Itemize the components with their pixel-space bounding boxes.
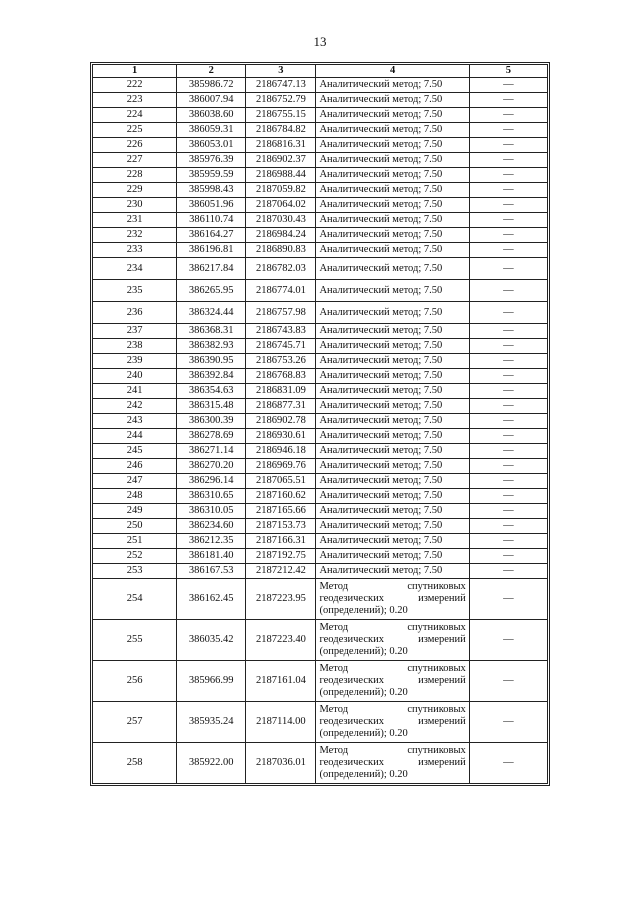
- note-cell: —: [469, 324, 547, 339]
- point-number-cell: 228: [93, 168, 177, 183]
- table-row: [93, 153, 548, 168]
- method-line: (определений); 0.20: [319, 728, 408, 739]
- x-coordinate-cell: 386390.95: [177, 354, 246, 369]
- table-row: [93, 228, 548, 243]
- x-coordinate-cell: 386315.48: [177, 399, 246, 414]
- y-coordinate-cell: 2187223.40: [246, 620, 316, 661]
- table-row: [93, 258, 548, 280]
- method-cell: Аналитический метод; 7.50: [316, 258, 469, 280]
- method-cell: Аналитический метод; 7.50: [316, 489, 469, 504]
- x-coordinate-cell: 386310.05: [177, 504, 246, 519]
- method-cell: Аналитический метод; 7.50: [316, 280, 469, 302]
- y-coordinate-cell: 2186743.83: [246, 324, 316, 339]
- point-number-cell: 235: [93, 280, 177, 302]
- note-cell: —: [469, 534, 547, 549]
- y-coordinate-cell: 2186747.13: [246, 78, 316, 93]
- x-coordinate-cell: 385935.24: [177, 702, 246, 743]
- y-coordinate-cell: 2187030.43: [246, 213, 316, 228]
- note-cell: —: [469, 399, 547, 414]
- y-coordinate-cell: 2186877.31: [246, 399, 316, 414]
- point-number-cell: 222: [93, 78, 177, 93]
- x-coordinate-cell: 386271.14: [177, 444, 246, 459]
- header-col-4: 4: [316, 65, 469, 78]
- table-row: [93, 213, 548, 228]
- x-coordinate-cell: 386164.27: [177, 228, 246, 243]
- method-cell: Аналитический метод; 7.50: [316, 78, 469, 93]
- method-cell: [316, 743, 469, 784]
- x-coordinate-cell: 386217.84: [177, 258, 246, 280]
- note-cell: —: [469, 354, 547, 369]
- coordinates-table: [92, 64, 548, 784]
- point-number-cell: 245: [93, 444, 177, 459]
- x-coordinate-cell: 386368.31: [177, 324, 246, 339]
- point-number-cell: 234: [93, 258, 177, 280]
- point-number-cell: 223: [93, 93, 177, 108]
- method-line: Метод спутниковых: [319, 581, 466, 592]
- note-cell: —: [469, 302, 547, 324]
- note-cell: —: [469, 168, 547, 183]
- method-cell: Аналитический метод; 7.50: [316, 384, 469, 399]
- note-cell: —: [469, 564, 547, 579]
- x-coordinate-cell: 386270.20: [177, 459, 246, 474]
- note-cell: —: [469, 369, 547, 384]
- x-coordinate-cell: 386265.95: [177, 280, 246, 302]
- table-row: [93, 243, 548, 258]
- note-cell: —: [469, 108, 547, 123]
- method-cell: [316, 620, 469, 661]
- method-cell: Аналитический метод; 7.50: [316, 414, 469, 429]
- table-row: [93, 339, 548, 354]
- y-coordinate-cell: 2186984.24: [246, 228, 316, 243]
- method-line: геодезических измерений: [319, 634, 466, 645]
- table-row: [93, 474, 548, 489]
- table-row: [93, 108, 548, 123]
- y-coordinate-cell: 2187161.04: [246, 661, 316, 702]
- table-row: [93, 369, 548, 384]
- y-coordinate-cell: 2187036.01: [246, 743, 316, 784]
- table-row: [93, 519, 548, 534]
- point-number-cell: 249: [93, 504, 177, 519]
- point-number-cell: 239: [93, 354, 177, 369]
- table-row: [93, 444, 548, 459]
- table-row: [93, 123, 548, 138]
- method-cell: Аналитический метод; 7.50: [316, 138, 469, 153]
- point-number-cell: 256: [93, 661, 177, 702]
- x-coordinate-cell: 386382.93: [177, 339, 246, 354]
- note-cell: —: [469, 620, 547, 661]
- y-coordinate-cell: 2187212.42: [246, 564, 316, 579]
- y-coordinate-cell: 2186784.82: [246, 123, 316, 138]
- point-number-cell: 251: [93, 534, 177, 549]
- table-row: [93, 399, 548, 414]
- point-number-cell: 226: [93, 138, 177, 153]
- y-coordinate-cell: 2186969.76: [246, 459, 316, 474]
- method-cell: Аналитический метод; 7.50: [316, 474, 469, 489]
- table-header-row: [93, 65, 548, 78]
- method-line: Метод спутниковых: [319, 622, 466, 633]
- method-line: Метод спутниковых: [319, 704, 466, 715]
- note-cell: —: [469, 489, 547, 504]
- point-number-cell: 242: [93, 399, 177, 414]
- header-col-3: 3: [246, 65, 316, 78]
- y-coordinate-cell: 2187160.62: [246, 489, 316, 504]
- y-coordinate-cell: 2187223.95: [246, 579, 316, 620]
- method-cell: Аналитический метод; 7.50: [316, 354, 469, 369]
- table-row: [93, 489, 548, 504]
- x-coordinate-cell: 386162.45: [177, 579, 246, 620]
- x-coordinate-cell: 386392.84: [177, 369, 246, 384]
- table-row: [93, 280, 548, 302]
- note-cell: —: [469, 78, 547, 93]
- x-coordinate-cell: 386038.60: [177, 108, 246, 123]
- note-cell: —: [469, 228, 547, 243]
- x-coordinate-cell: 386354.63: [177, 384, 246, 399]
- x-coordinate-cell: 386051.96: [177, 198, 246, 213]
- y-coordinate-cell: 2187153.73: [246, 519, 316, 534]
- x-coordinate-cell: 386278.69: [177, 429, 246, 444]
- method-cell: Аналитический метод; 7.50: [316, 168, 469, 183]
- method-cell: Аналитический метод; 7.50: [316, 534, 469, 549]
- point-number-cell: 233: [93, 243, 177, 258]
- header-col-1: 1: [93, 65, 177, 78]
- table-row: [93, 78, 548, 93]
- method-cell: Аналитический метод; 7.50: [316, 123, 469, 138]
- x-coordinate-cell: 386234.60: [177, 519, 246, 534]
- method-cell: Аналитический метод; 7.50: [316, 429, 469, 444]
- point-number-cell: 257: [93, 702, 177, 743]
- note-cell: —: [469, 444, 547, 459]
- y-coordinate-cell: 2187064.02: [246, 198, 316, 213]
- note-cell: —: [469, 258, 547, 280]
- x-coordinate-cell: 385976.39: [177, 153, 246, 168]
- point-number-cell: 255: [93, 620, 177, 661]
- y-coordinate-cell: 2186757.98: [246, 302, 316, 324]
- y-coordinate-cell: 2186890.83: [246, 243, 316, 258]
- table-row: [93, 414, 548, 429]
- method-cell: Аналитический метод; 7.50: [316, 93, 469, 108]
- y-coordinate-cell: 2186902.37: [246, 153, 316, 168]
- y-coordinate-cell: 2187166.31: [246, 534, 316, 549]
- method-cell: Аналитический метод; 7.50: [316, 399, 469, 414]
- x-coordinate-cell: 385959.59: [177, 168, 246, 183]
- point-number-cell: 232: [93, 228, 177, 243]
- note-cell: —: [469, 243, 547, 258]
- y-coordinate-cell: 2186774.01: [246, 280, 316, 302]
- note-cell: —: [469, 93, 547, 108]
- x-coordinate-cell: 385966.99: [177, 661, 246, 702]
- note-cell: —: [469, 198, 547, 213]
- method-cell: Аналитический метод; 7.50: [316, 153, 469, 168]
- point-number-cell: 229: [93, 183, 177, 198]
- x-coordinate-cell: 386324.44: [177, 302, 246, 324]
- table-row: [93, 564, 548, 579]
- y-coordinate-cell: 2186745.71: [246, 339, 316, 354]
- note-cell: —: [469, 414, 547, 429]
- method-line: (определений); 0.20: [319, 769, 408, 780]
- point-number-cell: 231: [93, 213, 177, 228]
- point-number-cell: 227: [93, 153, 177, 168]
- table-row: [93, 198, 548, 213]
- note-cell: —: [469, 280, 547, 302]
- x-coordinate-cell: 386300.39: [177, 414, 246, 429]
- method-cell: Аналитический метод; 7.50: [316, 198, 469, 213]
- table-row: [93, 324, 548, 339]
- note-cell: —: [469, 459, 547, 474]
- y-coordinate-cell: 2186902.78: [246, 414, 316, 429]
- note-cell: —: [469, 384, 547, 399]
- note-cell: —: [469, 213, 547, 228]
- y-coordinate-cell: 2186753.26: [246, 354, 316, 369]
- x-coordinate-cell: 386310.65: [177, 489, 246, 504]
- x-coordinate-cell: 386007.94: [177, 93, 246, 108]
- table-row: [93, 620, 548, 661]
- point-number-cell: 248: [93, 489, 177, 504]
- table-row: [93, 459, 548, 474]
- note-cell: —: [469, 339, 547, 354]
- note-cell: —: [469, 579, 547, 620]
- table-row: [93, 354, 548, 369]
- header-col-5: 5: [469, 65, 547, 78]
- x-coordinate-cell: 386110.74: [177, 213, 246, 228]
- method-line: геодезических измерений: [319, 716, 466, 727]
- table-row: [93, 579, 548, 620]
- y-coordinate-cell: 2186782.03: [246, 258, 316, 280]
- table-row: [93, 743, 548, 784]
- point-number-cell: 244: [93, 429, 177, 444]
- table-row: [93, 93, 548, 108]
- method-cell: Аналитический метод; 7.50: [316, 339, 469, 354]
- x-coordinate-cell: 385998.43: [177, 183, 246, 198]
- point-number-cell: 240: [93, 369, 177, 384]
- y-coordinate-cell: 2186768.83: [246, 369, 316, 384]
- method-line: (определений); 0.20: [319, 605, 408, 616]
- method-cell: [316, 661, 469, 702]
- page-number: 13: [313, 34, 327, 49]
- x-coordinate-cell: 386212.35: [177, 534, 246, 549]
- note-cell: —: [469, 504, 547, 519]
- note-cell: —: [469, 474, 547, 489]
- method-cell: Аналитический метод; 7.50: [316, 183, 469, 198]
- note-cell: —: [469, 519, 547, 534]
- point-number-cell: 250: [93, 519, 177, 534]
- method-line: (определений); 0.20: [319, 687, 408, 698]
- table-body: [93, 78, 548, 784]
- method-line: Метод спутниковых: [319, 745, 466, 756]
- x-coordinate-cell: 386059.31: [177, 123, 246, 138]
- method-cell: Аналитический метод; 7.50: [316, 444, 469, 459]
- y-coordinate-cell: 2186831.09: [246, 384, 316, 399]
- note-cell: —: [469, 183, 547, 198]
- table-row: [93, 138, 548, 153]
- x-coordinate-cell: 386035.42: [177, 620, 246, 661]
- note-cell: —: [469, 702, 547, 743]
- table-row: [93, 702, 548, 743]
- x-coordinate-cell: 386196.81: [177, 243, 246, 258]
- table-row: [93, 183, 548, 198]
- method-cell: Аналитический метод; 7.50: [316, 504, 469, 519]
- point-number-cell: 243: [93, 414, 177, 429]
- method-line: геодезических измерений: [319, 675, 466, 686]
- point-number-cell: 224: [93, 108, 177, 123]
- y-coordinate-cell: 2187065.51: [246, 474, 316, 489]
- note-cell: —: [469, 153, 547, 168]
- x-coordinate-cell: 386167.53: [177, 564, 246, 579]
- x-coordinate-cell: 385922.00: [177, 743, 246, 784]
- x-coordinate-cell: 386181.40: [177, 549, 246, 564]
- table-row: [93, 302, 548, 324]
- x-coordinate-cell: 386296.14: [177, 474, 246, 489]
- point-number-cell: 236: [93, 302, 177, 324]
- table-row: [93, 384, 548, 399]
- method-cell: Аналитический метод; 7.50: [316, 108, 469, 123]
- method-line: (определений); 0.20: [319, 646, 408, 657]
- point-number-cell: 238: [93, 339, 177, 354]
- y-coordinate-cell: 2186930.61: [246, 429, 316, 444]
- method-cell: Аналитический метод; 7.50: [316, 324, 469, 339]
- method-line: геодезических измерений: [319, 593, 466, 604]
- y-coordinate-cell: 2186988.44: [246, 168, 316, 183]
- coordinates-table-frame: [90, 62, 550, 786]
- point-number-cell: 225: [93, 123, 177, 138]
- table-row: [93, 661, 548, 702]
- method-cell: Аналитический метод; 7.50: [316, 369, 469, 384]
- point-number-cell: 237: [93, 324, 177, 339]
- y-coordinate-cell: 2186946.18: [246, 444, 316, 459]
- y-coordinate-cell: 2187059.82: [246, 183, 316, 198]
- table-row: [93, 429, 548, 444]
- note-cell: —: [469, 549, 547, 564]
- method-cell: Аналитический метод; 7.50: [316, 213, 469, 228]
- point-number-cell: 253: [93, 564, 177, 579]
- y-coordinate-cell: 2187165.66: [246, 504, 316, 519]
- y-coordinate-cell: 2186816.31: [246, 138, 316, 153]
- method-cell: [316, 702, 469, 743]
- method-line: Метод спутниковых: [319, 663, 466, 674]
- y-coordinate-cell: 2187114.00: [246, 702, 316, 743]
- method-cell: Аналитический метод; 7.50: [316, 302, 469, 324]
- point-number-cell: 254: [93, 579, 177, 620]
- table-row: [93, 534, 548, 549]
- method-cell: Аналитический метод; 7.50: [316, 243, 469, 258]
- note-cell: —: [469, 743, 547, 784]
- method-cell: Аналитический метод; 7.50: [316, 228, 469, 243]
- method-cell: Аналитический метод; 7.50: [316, 519, 469, 534]
- method-cell: Аналитический метод; 7.50: [316, 564, 469, 579]
- header-col-2: 2: [177, 65, 246, 78]
- note-cell: —: [469, 429, 547, 444]
- y-coordinate-cell: 2186755.15: [246, 108, 316, 123]
- x-coordinate-cell: 385986.72: [177, 78, 246, 93]
- method-cell: Аналитический метод; 7.50: [316, 549, 469, 564]
- method-cell: Аналитический метод; 7.50: [316, 459, 469, 474]
- method-line: геодезических измерений: [319, 757, 466, 768]
- table-row: [93, 549, 548, 564]
- point-number-cell: 246: [93, 459, 177, 474]
- note-cell: —: [469, 138, 547, 153]
- point-number-cell: 241: [93, 384, 177, 399]
- point-number-cell: 258: [93, 743, 177, 784]
- point-number-cell: 252: [93, 549, 177, 564]
- note-cell: —: [469, 661, 547, 702]
- y-coordinate-cell: 2186752.79: [246, 93, 316, 108]
- note-cell: —: [469, 123, 547, 138]
- y-coordinate-cell: 2187192.75: [246, 549, 316, 564]
- point-number-cell: 247: [93, 474, 177, 489]
- table-row: [93, 168, 548, 183]
- point-number-cell: 230: [93, 198, 177, 213]
- table-row: [93, 504, 548, 519]
- method-cell: [316, 579, 469, 620]
- x-coordinate-cell: 386053.01: [177, 138, 246, 153]
